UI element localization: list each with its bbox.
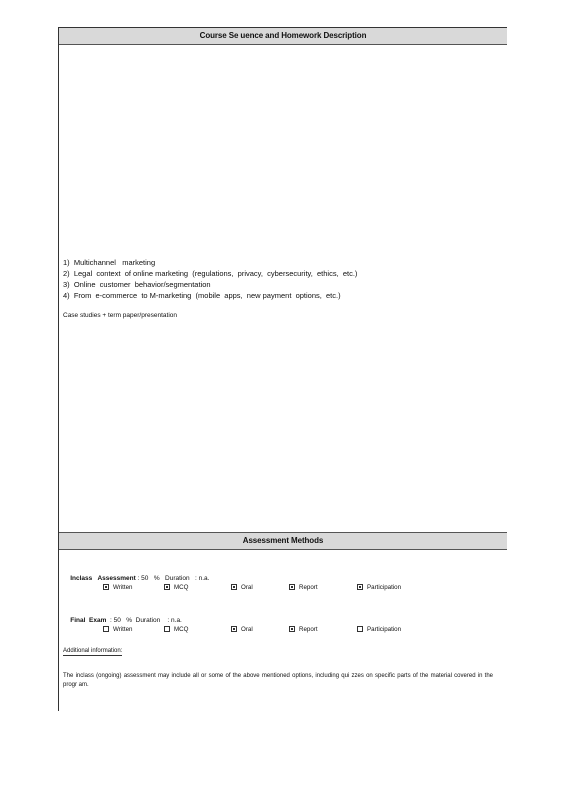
inclass-assessment-label: Inclass Assessment [70,575,136,582]
checkbox-icon[interactable] [289,584,295,590]
option-oral[interactable] [231,626,253,633]
checkbox-icon[interactable] [103,584,109,590]
topic-item: 4) From e-commerce to M-marketing (mobile apps, new payment options, etc.) [63,291,341,300]
checkbox-icon[interactable] [357,626,363,632]
option-label: Oral [241,626,253,633]
assessment-note: The inclass (ongoing) assessment may include all or some of the above mentioned options, including qui zzes on specific parts of the material covered in the progr am. [63,673,493,688]
option-label: Report [299,626,318,633]
topic-item: 3) Online customer behavior/segmentation [63,280,211,289]
course-topic-list [63,257,357,301]
option-label: Written [113,584,133,591]
option-participation[interactable] [357,626,401,633]
option-label: MCQ [174,584,189,591]
section-header-assessment: Assessment Methods [59,532,507,550]
checkbox-icon[interactable] [231,584,237,590]
option-label: Participation [367,584,402,591]
option-oral[interactable] [231,584,253,591]
option-report[interactable] [289,584,318,591]
final-exam-label: Final Exam [70,617,107,624]
option-label: Oral [241,584,253,591]
topic-item: 2) Legal context of online marketing (regulations, privacy, cybersecurity, ethics, etc.) [63,269,358,278]
final-exam-detail: : 50 % Duration : n.a. [106,617,182,624]
option-label: Participation [367,626,402,633]
option-report[interactable] [289,626,318,633]
option-mcq[interactable] [164,584,188,591]
section-header-course-sequence: Course Se uence and Homework Description [59,28,507,45]
option-written[interactable] [103,584,132,591]
checkbox-icon[interactable] [164,584,170,590]
option-label: Written [113,626,133,633]
option-participation[interactable] [357,584,401,591]
inclass-assessment-detail: : 50 % Duration : n.a. [135,575,210,582]
option-written[interactable] [103,626,132,633]
additional-info-label: Additional information: [63,648,123,654]
course-form [58,27,507,711]
option-mcq[interactable] [164,626,188,633]
checkbox-icon[interactable] [164,626,170,632]
checkbox-icon[interactable] [103,626,109,632]
option-label: Report [299,584,318,591]
topic-item: 1) Multichannel marketing [63,258,156,267]
checkbox-icon[interactable] [231,626,237,632]
checkbox-icon[interactable] [289,626,295,632]
option-label: MCQ [174,626,189,633]
checkbox-icon[interactable] [357,584,363,590]
case-studies-text: Case studies + term paper/presentation [63,312,177,319]
